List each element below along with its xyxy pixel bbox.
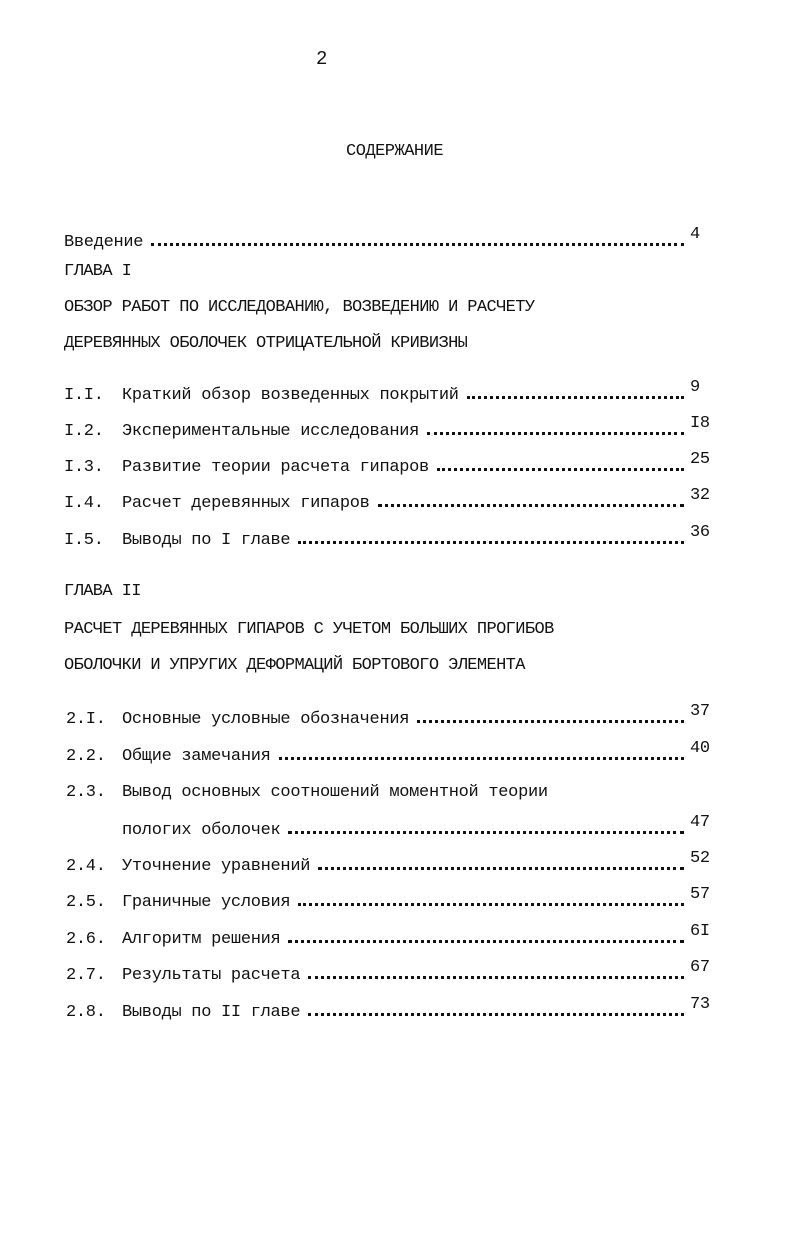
toc-entry-page: 73 — [690, 995, 710, 1014]
toc-entry-label: Выводы по I главе — [122, 531, 291, 550]
toc-entry-number: I.5. — [64, 531, 104, 550]
toc-entry-label: Введение — [64, 233, 144, 252]
dot-leader — [378, 503, 684, 507]
toc-entry-page: 40 — [690, 739, 710, 758]
dot-leader — [298, 902, 684, 906]
toc-entry-page: 9 — [690, 378, 700, 397]
toc-entry-label: Выводы по II главе — [122, 1003, 301, 1022]
chapter-1-heading: ГЛАВА I — [64, 262, 132, 281]
toc-entry-page: 32 — [690, 486, 710, 505]
toc-entry-page: 52 — [690, 849, 710, 868]
chapter-1-title-line-2: ДЕРЕВЯННЫХ ОБОЛОЧЕК ОТРИЦАТЕЛЬНОЙ КРИВИЗНЫ — [64, 334, 468, 353]
toc-entry — [64, 447, 724, 477]
chapter-2-title-line-1: РАСЧЕТ ДЕРЕВЯННЫХ ГИПАРОВ С УЧЕТОМ БОЛЬШИХ ПРОГИБОВ — [64, 620, 554, 639]
toc-entry — [66, 992, 724, 1022]
toc-entry-number: I.3. — [64, 458, 104, 477]
toc-entry — [66, 736, 724, 766]
document-title: СОДЕРЖАНИЕ — [346, 142, 444, 161]
dot-leader — [427, 431, 684, 435]
toc-entry-number: 2.6. — [66, 930, 106, 949]
toc-entry-page: 36 — [690, 523, 710, 542]
chapter-2-heading: ГЛАВА II — [64, 582, 141, 601]
toc-entry-intro — [64, 222, 724, 252]
dot-leader — [298, 540, 684, 544]
toc-entry — [66, 846, 724, 876]
toc-entry-number: 2.5. — [66, 893, 106, 912]
toc-entry-page: 37 — [690, 702, 710, 721]
chapter-1-title-line-1: ОБЗОР РАБОТ ПО ИССЛЕДОВАНИЮ, ВОЗВЕДЕНИЮ И РАСЧЕТУ — [64, 298, 535, 317]
toc-entry-label: Развитие теории расчета гипаров — [122, 458, 429, 477]
toc-entry-number: 2.4. — [66, 857, 106, 876]
toc-entry-number: 2.2. — [66, 747, 106, 766]
dot-leader — [437, 467, 684, 471]
toc-entry-number: 2.8. — [66, 1003, 106, 1022]
toc-entry-label: Граничные условия — [122, 893, 291, 912]
dot-leader — [318, 866, 684, 870]
dot-leader — [279, 756, 684, 760]
toc-entry-label: Уточнение уравнений — [122, 857, 311, 876]
toc-entry-label: Общие замечания — [122, 747, 271, 766]
toc-entry — [64, 375, 724, 405]
toc-entry — [66, 882, 724, 912]
toc-entry — [64, 411, 724, 441]
dot-leader — [308, 975, 684, 979]
toc-entry-page: 6I — [690, 922, 710, 941]
dot-leader — [467, 395, 684, 399]
toc-entry-number: 2.3. — [66, 783, 106, 802]
toc-entry-number: I.4. — [64, 494, 104, 513]
chapter-2-title-line-2: ОБОЛОЧКИ И УПРУГИХ ДЕФОРМАЦИЙ БОРТОВОГО ЭЛЕМЕНТА — [64, 656, 525, 675]
toc-entry — [64, 520, 724, 550]
toc-entry — [66, 919, 724, 949]
toc-entry-label: Вывод основных соотношений моментной теории — [122, 783, 548, 802]
toc-entry-number: 2.7. — [66, 966, 106, 985]
dot-leader — [288, 939, 684, 943]
dot-leader — [288, 830, 684, 834]
toc-entry-label-continued: пологих оболочек — [122, 821, 281, 840]
toc-entry — [64, 483, 724, 513]
toc-entry-page: 67 — [690, 958, 710, 977]
toc-entry-label: Алгоритм решения — [122, 930, 281, 949]
toc-entry-page: 57 — [690, 885, 710, 904]
toc-entry-label: Краткий обзор возведенных покрытий — [122, 386, 459, 405]
toc-entry-page: I8 — [690, 414, 710, 433]
toc-entry-label: Экспериментальные исследования — [122, 422, 420, 441]
toc-entry-label: Основные условные обозначения — [122, 710, 410, 729]
toc-entry-first-line — [66, 772, 724, 802]
dot-leader — [151, 242, 684, 246]
toc-entry-number: I.I. — [64, 386, 104, 405]
toc-entry-number: I.2. — [64, 422, 104, 441]
dot-leader — [417, 719, 684, 723]
toc-entry-page: 4 — [690, 225, 700, 244]
toc-entry-label: Результаты расчета — [122, 966, 301, 985]
toc-entry-number: 2.I. — [66, 710, 106, 729]
toc-entry-continuation — [122, 810, 724, 840]
dot-leader — [308, 1012, 684, 1016]
toc-entry-page: 25 — [690, 450, 710, 469]
page-number: 2 — [316, 48, 328, 70]
toc-entry-label: Расчет деревянных гипаров — [122, 494, 370, 513]
toc-entry — [66, 699, 724, 729]
toc-entry-page: 47 — [690, 813, 710, 832]
toc-entry — [66, 955, 724, 985]
